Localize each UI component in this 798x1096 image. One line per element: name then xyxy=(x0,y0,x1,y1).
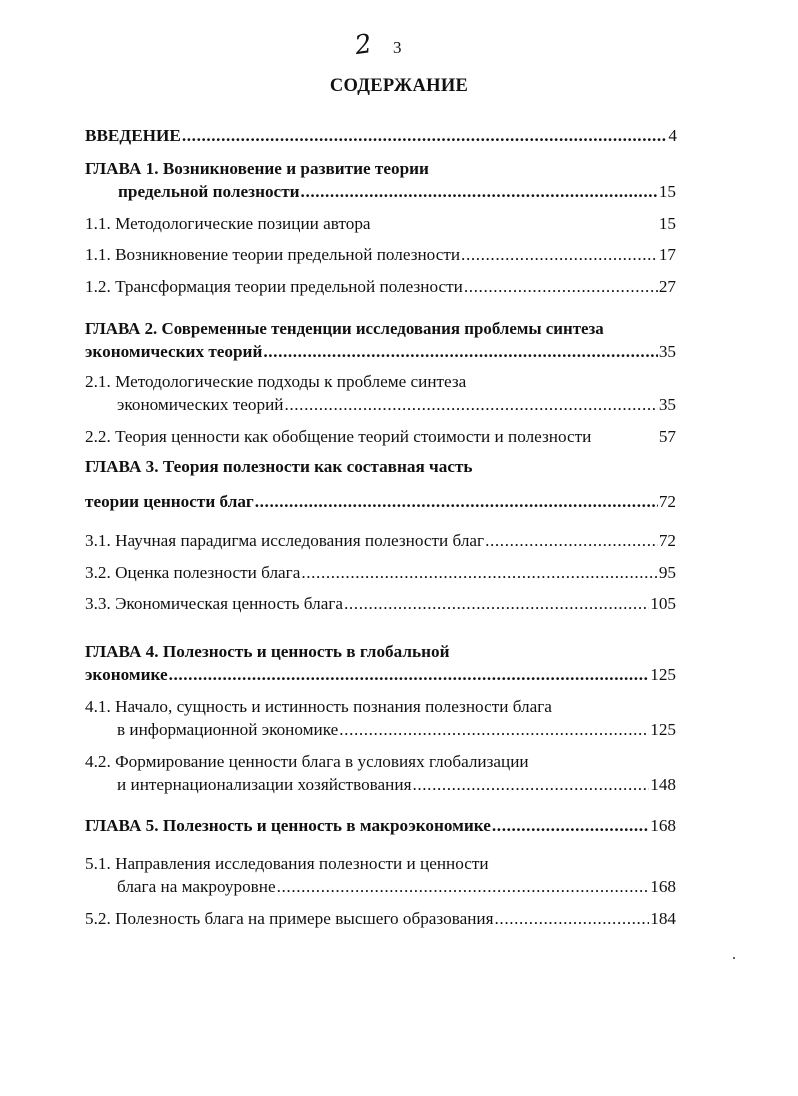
toc-entry-1-1b xyxy=(85,244,676,266)
toc-entry-3-2 xyxy=(85,562,676,584)
leader-dots xyxy=(492,815,649,837)
toc-section-4-2-title: 4.2. Формирование ценности блага в условиях глобализации xyxy=(85,752,529,771)
toc-entry-1-2 xyxy=(85,276,676,298)
leader-dots xyxy=(495,908,650,930)
page-title: СОДЕРЖАНИЕ xyxy=(329,76,469,96)
leader-dots xyxy=(263,341,657,363)
toc-entry-title: предельной полезности xyxy=(118,182,300,201)
toc-entry-title: и интернационализации хозяйствования xyxy=(117,775,412,794)
toc-entry-page: 125 xyxy=(650,665,676,684)
leader-dots xyxy=(485,530,658,552)
toc-entry-chapter-1 xyxy=(118,181,676,203)
toc-entry-page: 35 xyxy=(658,342,676,361)
toc-entry-page: 184 xyxy=(650,909,676,928)
toc-entry-page: 15 xyxy=(658,214,676,233)
leader-dots xyxy=(344,593,649,615)
toc-entry-page: 148 xyxy=(650,775,676,794)
toc-entry-title: экономике xyxy=(85,665,168,684)
toc-entry-title: 5.2. Полезность блага на примере высшего образования xyxy=(85,909,494,928)
toc-entry-5-1 xyxy=(117,876,676,898)
toc-entry-3-3 xyxy=(85,593,676,615)
toc-entry-page: 72 xyxy=(658,531,676,550)
leader-dots xyxy=(339,719,649,741)
toc-chapter-2-title: ГЛАВА 2. Современные тенденции исследования проблемы синтеза xyxy=(85,319,604,338)
leader-dots xyxy=(277,876,650,898)
toc-entry-page: 27 xyxy=(658,277,676,296)
toc-entry-title: в информационной экономике xyxy=(117,720,339,739)
toc-entry-chapter-3 xyxy=(85,491,676,513)
toc-chapter-3-title: ГЛАВА 3. Теория полезности как составная часть xyxy=(85,457,473,476)
toc-entry-title: 3.3. Экономическая ценность блага xyxy=(85,594,344,613)
leader-dots xyxy=(464,276,658,298)
toc-section-4-1-title: 4.1. Начало, сущность и истинность познания полезности блага xyxy=(85,697,552,716)
toc-entry-title: теории ценности благ xyxy=(85,492,254,511)
leader-dots xyxy=(301,562,657,584)
toc-entry-title: экономических теорий xyxy=(85,342,263,361)
toc-entry-title: блага на макроуровне xyxy=(117,877,276,896)
toc-entry-page: 95 xyxy=(658,563,676,582)
leader-dots xyxy=(461,244,658,266)
toc-entry-title: 3.2. Оценка полезности блага xyxy=(85,563,301,582)
leader-dots xyxy=(169,664,650,686)
handwritten-mark: 2 xyxy=(352,28,374,62)
toc-entry-chapter-2 xyxy=(85,341,676,363)
toc-entry-2-2 xyxy=(85,426,676,448)
toc-entry-title: ГЛАВА 5. Полезность и ценность в макроэкономике xyxy=(85,816,491,835)
toc-entry-title: экономических теорий xyxy=(117,395,284,414)
toc-entry-page: 15 xyxy=(658,182,676,201)
toc-entry-title: ВВЕДЕНИЕ xyxy=(85,126,181,145)
toc-entry-chapter-5 xyxy=(85,815,676,837)
toc-entry-title: 1.1. Методологические позиции автора xyxy=(85,214,371,233)
toc-entry-title: 3.1. Научная парадигма исследования полезности благ xyxy=(85,531,485,550)
toc-entry-title: 1.1. Возникновение теории предельной полезности xyxy=(85,245,461,264)
toc-chapter-1-title: ГЛАВА 1. Возникновение и развитие теории xyxy=(85,159,429,178)
page-number: 3 xyxy=(393,38,402,57)
leader-dots xyxy=(412,774,649,796)
toc-entry-page: 168 xyxy=(650,877,676,896)
toc-entry-page: 17 xyxy=(658,245,676,264)
toc-entry-page: 125 xyxy=(650,720,676,739)
toc-entry-5-2 xyxy=(85,908,676,930)
leader-dots xyxy=(182,125,668,147)
toc-entry-intro xyxy=(85,125,677,147)
leader-dots xyxy=(301,181,658,203)
toc-entry-page: 57 xyxy=(658,427,676,446)
toc-entry-4-1 xyxy=(117,719,676,741)
toc-entry-page: 4 xyxy=(668,126,677,145)
toc-entry-title: 1.2. Трансформация теории предельной полезности xyxy=(85,277,463,296)
toc-section-2-1-title: 2.1. Методологические подходы к проблеме синтеза xyxy=(85,372,467,391)
toc-entry-chapter-4 xyxy=(85,664,676,686)
toc-entry-page: 168 xyxy=(650,816,676,835)
toc-chapter-4-title: ГЛАВА 4. Полезность и ценность в глобальной xyxy=(85,642,450,661)
toc-entry-4-2 xyxy=(117,774,676,796)
toc-entry-title: 2.2. Теория ценности как обобщение теорий стоимости и полезности xyxy=(85,427,592,446)
leader-dots xyxy=(255,491,658,513)
toc-section-5-1-title: 5.1. Направления исследования полезности и ценности xyxy=(85,854,489,873)
leader-dots xyxy=(284,394,657,416)
toc-entry-page: 105 xyxy=(650,594,676,613)
toc-entry-1-1a xyxy=(85,213,676,235)
toc-entry-page: 35 xyxy=(658,395,676,414)
scan-speck xyxy=(733,957,735,959)
toc-entry-page: 72 xyxy=(658,492,676,511)
toc-entry-2-1 xyxy=(117,394,676,416)
toc-entry-3-1 xyxy=(85,530,676,552)
